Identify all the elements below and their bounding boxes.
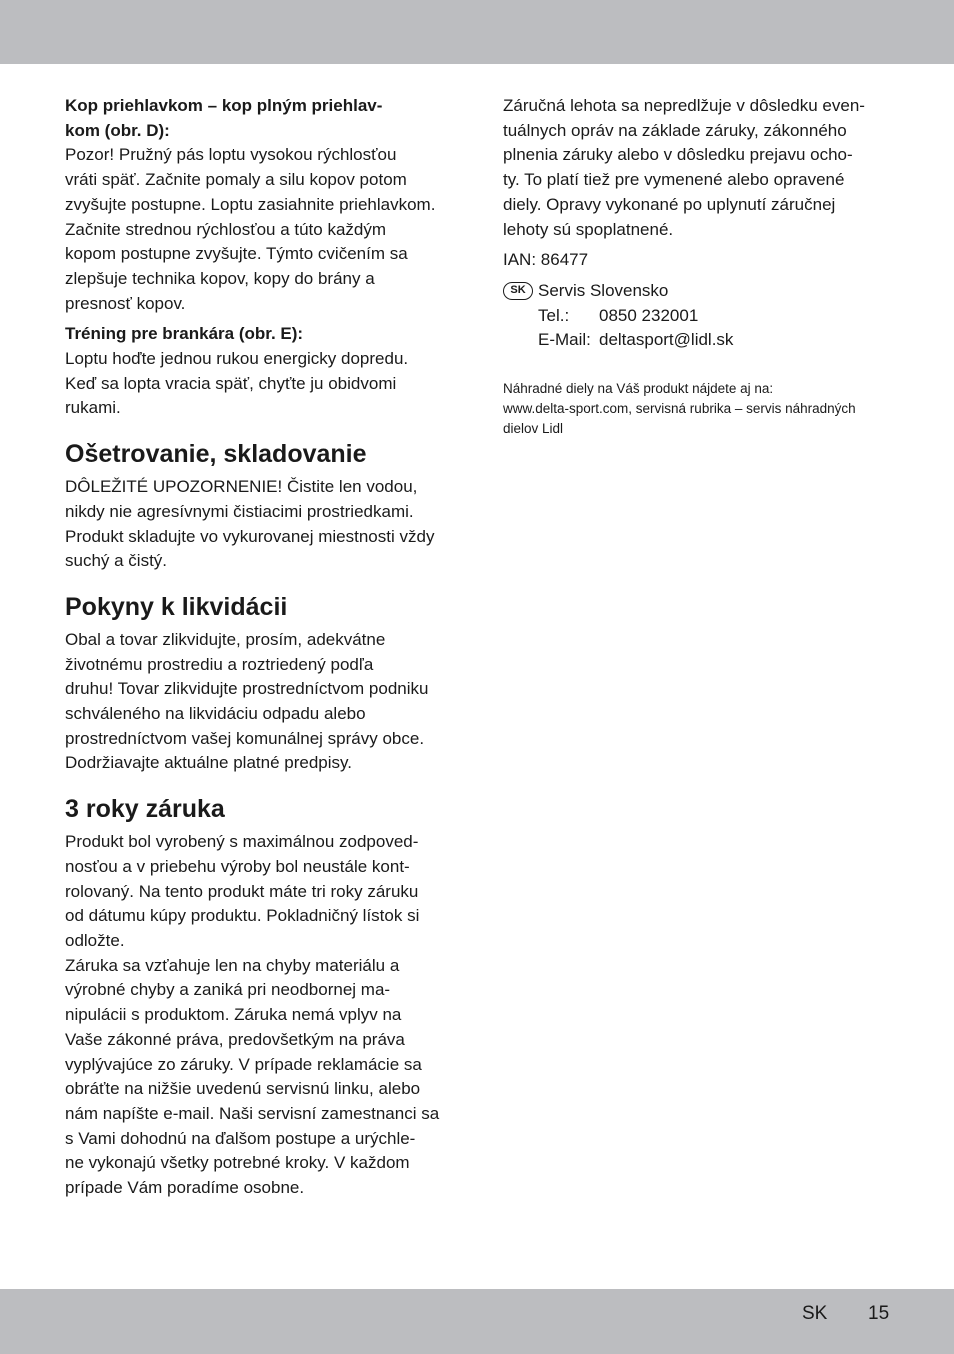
phone-row [538,304,895,329]
warranty-text: Produkt bol vyrobený s maximálnou zodpoved- nosťou a v priebehu výroby bol neustále kont- rolovaný. Na tento produkt máte tri roky záruku od dátumu kúpy produktu. Pokladničný lístok si odložte. Záruka sa vzťahuje len na chyby materiálu a výrobné chyby a zaniká pri neodbornej ma- nipulácii s produktom. Záruka nemá vplyv na Vaše zákonné práva, predovšetkým na práva vyplývajúce zo záruky. V prípade reklamácie sa obráťte na nižšie uvedenú servisnú linku, alebo nám napíšte e-mail. Naši servisní zamestnanci sa s Vami dohodnú na ďalšom postupe a urýchle- ne vykonajú všetky potrebné kroky. V každom prípade Vám poradíme osobne. [65,832,440,1198]
country-badge-icon: SK [503,282,533,300]
disposal-text: Obal a tovar zlikvidujte, prosím, adekvátne životnému prostrediu a roztriedený podľa druhu! Tovar zlikvidujte prostredníctvom podniku schváleného na likvidáciu odpadu alebo prostredníctvom vašej komunálnej správy obce. Dodržiavajte aktuálne platné predpisy. [65,629,429,773]
care-title: Ošetrovanie, skladovanie [65,440,367,469]
ian-number: IAN: 86477 [503,250,589,270]
keeper-text: Loptu hoďte jednou rukou energicky dopredu. Keď sa lopta vracia späť, chyťte ju obidvomi rukami. [65,349,409,418]
email-row [538,328,895,353]
care-text: DÔLEŽITÉ UPOZORNENIE! Čistite len vodou, nikdy nie agresívnymi čistiacimi prostriedkami. Produkt skladujte vo vykurovanej miestnosti vždy suchý a čistý. [65,477,435,571]
right-column [503,94,895,439]
footer-language-code: SK [802,1303,828,1324]
header-band [0,0,954,64]
kick-heading: Kop priehlavkom – kop plným priehlav- kom (obr. D): [65,96,383,140]
disposal-title: Pokyny k likvidácii [65,592,288,621]
phone-label: Tel.: [538,305,570,325]
keeper-heading: Tréning pre brankára (obr. E): [65,324,304,344]
left-column [65,94,457,1201]
kick-text: Pozor! Pružný pás loptu vysokou rýchlosťou vráti späť. Začnite pomaly a silu kopov potom zvyšujte postupne. Loptu zasiahnite priehlavkom. Začnite strednou rýchlosťou a túto každým kopom postupne zvyšujte. Týmto cvičením sa zlepšuje technika kopov, kopy do brány a presnosť kopov. [65,145,436,313]
phone-number: 0850 232001 [599,305,699,325]
email-label: E-Mail: [538,330,591,350]
spare-parts-note: Náhradné diely na Váš produkt nájdete aj na: www.delta-sport.com, servisná rubrika – servis náhradných dielov Lidl [503,381,856,437]
warranty-title: 3 roky záruka [65,795,225,824]
email-address: deltasport@lidl.sk [599,330,734,350]
page-number: 15 [868,1303,890,1324]
service-contact [503,279,895,353]
warranty-continued-text: Záručná lehota sa nepredlžuje v dôsledku even- tuálnych opráv na základe záruky, zákonného plnenia záruky alebo v dôsledku prejavu ocho- ty. To platí tiež pre vymenené alebo opravené diely. Opravy vykonané po uplynutí záručnej lehoty sú spoplatnené. [503,96,865,239]
service-name: Servis Slovensko [538,280,669,300]
